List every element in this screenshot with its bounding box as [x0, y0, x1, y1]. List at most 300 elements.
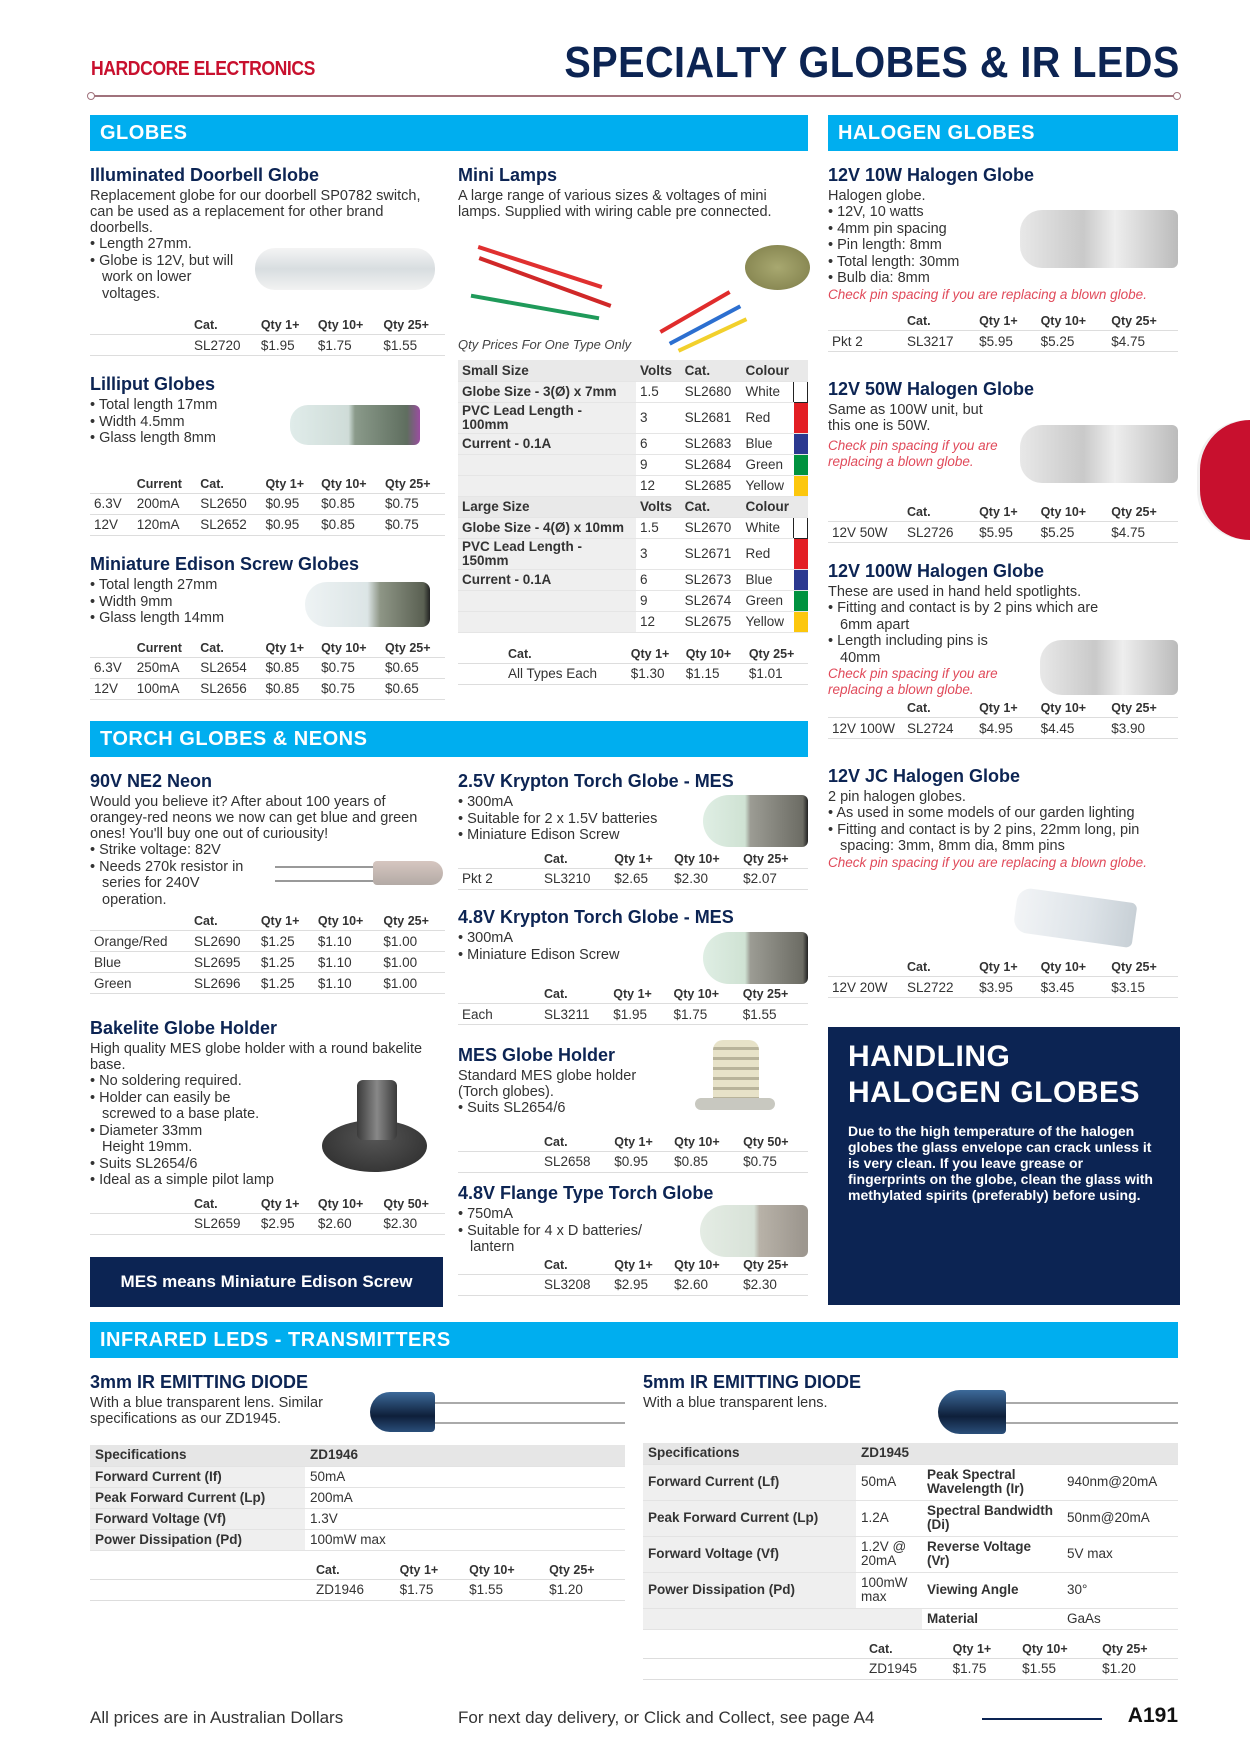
table-header-cell: Qty 10+	[674, 1257, 720, 1272]
feature-item: • Suits SL2654/6	[458, 1100, 808, 1117]
table-cell: $3.95	[975, 977, 1037, 998]
table-cell: Green	[90, 973, 190, 994]
table-header-cell: Qty 1+	[265, 476, 304, 491]
table-header-cell: Qty 10+	[1040, 960, 1087, 974]
table-row	[458, 590, 808, 611]
table-header-cell: Cat.	[544, 987, 568, 1001]
table-header-cell: Qty 10+	[674, 851, 720, 866]
table-row	[458, 381, 808, 402]
table-header-cell: Qty 10+	[685, 646, 732, 661]
table-cell: 200mA	[133, 493, 197, 514]
product-title: 12V JC Halogen Globe	[828, 766, 1021, 786]
lilliput-globe-image	[290, 405, 420, 445]
table-cell: $1.00	[379, 973, 445, 994]
table-cell: $1.75	[396, 1579, 466, 1600]
table-cell: Green	[742, 454, 794, 475]
table-header-cell	[458, 850, 540, 869]
table-row	[828, 312, 1178, 331]
section-header-globes: GLOBES	[90, 115, 808, 151]
table-cell: SL2681	[681, 402, 742, 433]
mes-holder-image	[695, 1040, 775, 1118]
table-cell: 12V	[90, 678, 133, 699]
table-cell: $1.55	[739, 1004, 808, 1025]
table-header-cell: Qty 1+	[979, 701, 1018, 715]
table-header-cell: Qty 25+	[1111, 701, 1157, 715]
table-header-cell: Qty 25+	[549, 1562, 595, 1577]
table-cell: SL3211	[540, 1004, 609, 1025]
table-cell: SL2683	[681, 433, 742, 454]
table-cell: 12	[636, 475, 681, 496]
table-header-cell: Qty 1+	[630, 646, 670, 661]
table-header-cell	[828, 699, 903, 718]
table-cell: 3	[636, 538, 681, 569]
table-row	[828, 958, 1178, 977]
table-row	[90, 952, 445, 973]
table-cell: Small Size	[458, 360, 636, 381]
table-row	[828, 522, 1178, 543]
table-cell: Volts	[636, 496, 681, 517]
product-desc: 2 pin halogen globes.	[828, 789, 966, 805]
table-cell: Red	[742, 538, 794, 569]
table-cell: $0.95	[610, 1151, 670, 1172]
table-header-cell: Qty 25+	[743, 1257, 789, 1272]
table-cell: Spectral Bandwidth (Di)	[922, 1500, 1062, 1536]
table-cell: 3	[636, 402, 681, 433]
table-cell: $3.90	[1107, 718, 1178, 739]
table-row	[90, 1213, 445, 1234]
table-cell: $0.85	[261, 657, 317, 678]
table-row	[90, 639, 445, 658]
table-cell: $0.65	[381, 678, 445, 699]
table-cell: Current - 0.1A	[458, 433, 636, 454]
table-cell	[643, 1608, 856, 1629]
table-cell: 5V max	[1062, 1536, 1178, 1572]
table-row	[90, 493, 445, 514]
price-table	[90, 316, 445, 356]
product-desc: With a blue transparent lens. Similar specifications as our ZD1945.	[90, 1395, 323, 1427]
price-table	[90, 475, 445, 536]
table-cell: $3.15	[1107, 977, 1178, 998]
table-cell: $0.85	[317, 514, 381, 535]
table-cell: $1.75	[670, 1004, 739, 1025]
product-lilliput-globes	[90, 374, 445, 536]
table-cell: Peak Forward Current (Lp)	[90, 1487, 305, 1508]
flange-globe-image	[700, 1205, 808, 1257]
product-desc: Replacement globe for our doorbell SP0782 switch, can be used as a replacement for other brand doorbells.	[90, 188, 421, 236]
halogen-10w-image	[1020, 210, 1178, 268]
product-desc: Halogen globe.	[828, 188, 926, 204]
table-cell	[90, 1579, 312, 1600]
table-cell: White	[742, 517, 794, 538]
table-cell: $1.01	[745, 663, 808, 684]
table-header-cell: Qty 1+	[613, 987, 652, 1001]
table-cell: $2.95	[257, 1213, 314, 1234]
table-cell: $3.45	[1037, 977, 1108, 998]
table-cell	[856, 1608, 922, 1629]
table-cell: $1.00	[379, 952, 445, 973]
table-row	[90, 1466, 625, 1487]
halogen-50w-image	[1020, 425, 1178, 483]
product-desc: Would you believe it? After about 100 years of orangey-red neons we now can get blue and green ones! You'll buy one out of curiousity!	[90, 794, 418, 842]
feature-item: • As used in some models of our garden lighting	[828, 805, 1178, 822]
table-header-cell	[828, 312, 903, 331]
table-cell	[458, 1274, 540, 1295]
bakelite-holder-image	[322, 1080, 427, 1175]
table-cell: Large Size	[458, 496, 636, 517]
table	[458, 360, 808, 633]
table-row	[458, 868, 808, 889]
product-mini-lamps	[458, 165, 808, 220]
table-cell: $0.75	[317, 657, 381, 678]
price-table	[90, 1561, 625, 1601]
table-header-cell: Qty 10+	[674, 1134, 720, 1149]
color-swatch-white	[794, 381, 808, 402]
table-cell: Cat.	[681, 360, 742, 381]
feature-item: • Suitable for 2 x 1.5V batteries	[458, 811, 808, 828]
section-header-halogen: HALOGEN GLOBES	[828, 115, 1178, 151]
table-cell: $1.20	[1098, 1658, 1178, 1679]
table-header-cell: Qty 10+	[1040, 314, 1087, 328]
price-table	[643, 1640, 1178, 1680]
table-cell: 12V 20W	[828, 977, 903, 998]
footer-currency-note: All prices are in Australian Dollars	[90, 1708, 344, 1727]
mini-lamps-image	[465, 245, 805, 340]
product-desc: Same as 100W unit, but this one is 50W.	[828, 402, 983, 434]
table-cell: Specifications	[643, 1443, 856, 1464]
callout-body: Due to the high temperature of the halogen globes the glass envelope can crack unless it is very clean. If you leave grease or fingerprints on the globe, clean the glass with methylated spirits (preferably) before using.	[848, 1123, 1153, 1203]
product-title: 12V 50W Halogen Globe	[828, 379, 1035, 399]
mes-globe-image	[305, 582, 430, 627]
table-row	[458, 850, 808, 869]
table-cell: SL2685	[681, 475, 742, 496]
table-header-cell	[90, 1195, 190, 1214]
table-cell: 12V	[90, 514, 133, 535]
table-header-cell: Current	[136, 640, 182, 655]
table-row	[828, 699, 1178, 718]
table-header-cell: Qty 1+	[260, 914, 300, 928]
table-header-cell: Cat.	[194, 914, 218, 928]
table-cell: Colour	[742, 360, 808, 381]
feature-item: • Miniature Edison Screw	[458, 947, 808, 964]
table-cell: Peak Spectral Wavelength (Ir)	[922, 1464, 1062, 1500]
feature-item: • 750mA	[458, 1206, 673, 1223]
table-row	[90, 1508, 625, 1529]
table-cell: Current - 0.1A	[458, 569, 636, 590]
table-row	[643, 1608, 1178, 1629]
feature-item: • 300mA	[458, 794, 808, 811]
table-header-cell: Cat.	[869, 1641, 893, 1656]
table-cell: PVC Lead Length - 100mm	[458, 402, 636, 433]
table-cell: $0.85	[670, 1151, 739, 1172]
table-cell: Specifications	[90, 1445, 305, 1466]
table-cell: $4.75	[1107, 331, 1178, 352]
price-table	[828, 699, 1178, 739]
product-desc: A large range of various sizes & voltages of mini lamps. Supplied with wiring cable pre connected.	[458, 188, 772, 220]
feature-item: • No soldering required.	[90, 1073, 290, 1090]
table-cell: $5.25	[1037, 522, 1108, 543]
table-cell: 1.2A	[856, 1500, 922, 1536]
table-cell: Pkt 2	[458, 868, 540, 889]
feature-item: • Diameter 33mm Height 19mm.	[90, 1123, 220, 1156]
product-title: MES Globe Holder	[458, 1045, 616, 1065]
neon-image	[275, 858, 455, 888]
color-swatch-red	[794, 538, 808, 569]
table-cell: Yellow	[742, 611, 794, 632]
table-row	[458, 475, 808, 496]
table-cell: Blue	[742, 569, 794, 590]
table-row	[90, 475, 445, 494]
table-cell: White	[742, 381, 794, 402]
table-header-cell	[828, 958, 903, 977]
table-cell: $1.00	[379, 931, 445, 952]
callout-title-line2: HALOGEN GLOBES	[848, 1076, 1141, 1109]
table-cell: $2.95	[610, 1274, 670, 1295]
warning-note: Check pin spacing if you are replacing a blown globe.	[828, 438, 998, 469]
warning-note: Check pin spacing if you are replacing a blown globe.	[828, 286, 1147, 302]
table-header-cell: Qty 25+	[742, 987, 789, 1001]
table-cell: 12V 50W	[828, 522, 903, 543]
feature-item: • Fitting and contact is by 2 pins which are 6mm apart	[828, 600, 1108, 633]
table-header-cell: Qty 1+	[614, 851, 653, 866]
table-header-cell: Cat.	[316, 1562, 340, 1577]
table-cell: SL2724	[903, 718, 975, 739]
footer-divider	[982, 1718, 1102, 1720]
table-cell: $1.30	[627, 663, 682, 684]
table-row	[643, 1572, 1178, 1608]
table-header-cell	[643, 1640, 865, 1659]
table-row	[90, 1579, 625, 1600]
table-cell: SL2671	[681, 538, 742, 569]
table-row	[458, 569, 808, 590]
feature-item: • Length 27mm.	[90, 236, 240, 253]
table-header-cell: Current	[136, 476, 182, 491]
table-header-cell: Qty 1+	[614, 1257, 653, 1272]
table-cell: Green	[742, 590, 794, 611]
table-row	[643, 1464, 1178, 1500]
ir-5mm-led-image	[938, 1388, 1178, 1436]
table-header-cell	[90, 475, 133, 494]
table-row	[90, 335, 445, 356]
table-cell: $2.30	[379, 1213, 445, 1234]
table-row	[643, 1500, 1178, 1536]
color-swatch-red	[794, 402, 808, 433]
feature-item: • Glass length 8mm	[90, 430, 445, 447]
table-cell: Globe Size - 3(Ø) x 7mm	[458, 381, 636, 402]
table-header-cell: Qty 25+	[1111, 960, 1157, 974]
table-header-cell: Qty 1+	[260, 318, 300, 332]
table-row	[90, 514, 445, 535]
table-header-cell: Qty 25+	[383, 318, 429, 332]
table-cell: 100mW max	[856, 1572, 922, 1608]
table-cell: $1.25	[257, 952, 314, 973]
page-title: SPECIALTY GLOBES & IR LEDS	[564, 38, 1180, 87]
table-cell: SL3208	[540, 1274, 610, 1295]
table-cell: $2.60	[670, 1274, 739, 1295]
table-cell: Forward Voltage (Vf)	[643, 1536, 856, 1572]
table-cell: SL2675	[681, 611, 742, 632]
table-header-cell: Qty 10+	[469, 1562, 515, 1577]
table-header-cell: Qty 10+	[1022, 1641, 1068, 1656]
table-cell: 120mA	[133, 514, 197, 535]
table-header-cell: Cat.	[907, 314, 931, 328]
table-cell: $2.30	[739, 1274, 808, 1295]
table-cell: 50nm@20mA	[1062, 1500, 1178, 1536]
table-header-cell: Cat.	[907, 960, 931, 974]
table-cell: $4.45	[1037, 718, 1108, 739]
product-title: 12V 100W Halogen Globe	[828, 561, 1045, 581]
doorbell-globe-image	[255, 248, 435, 290]
table-cell: ZD1946	[312, 1579, 396, 1600]
table-cell: $1.25	[257, 973, 314, 994]
feature-item: • 4mm pin spacing	[828, 221, 1178, 238]
product-title: Mini Lamps	[458, 165, 558, 185]
price-table	[458, 985, 808, 1025]
table-row	[458, 1004, 808, 1025]
feature-item: • Width 4.5mm	[90, 414, 445, 431]
product-desc: High quality MES globe holder with a round bakelite base.	[90, 1041, 423, 1073]
product-title: 5mm IR EMITTING DIODE	[643, 1372, 862, 1392]
table-cell: SL3210	[540, 868, 610, 889]
table-cell: Material	[922, 1608, 1062, 1629]
table-header-cell: Qty 10+	[321, 640, 367, 655]
mini-lamps-note: Qty Prices For One Type Only	[458, 337, 632, 352]
color-swatch-green	[794, 590, 808, 611]
feature-item: • Strike voltage: 82V	[90, 842, 250, 859]
color-swatch-blue	[794, 569, 808, 590]
table-cell: 50mA	[305, 1466, 625, 1487]
mini-lamps-spec-table	[458, 360, 808, 685]
table-header-cell	[458, 1256, 540, 1275]
table-cell: SL2656	[196, 678, 261, 699]
table-cell: Blue	[742, 433, 794, 454]
table-row	[643, 1658, 1178, 1679]
table-cell: $1.10	[314, 973, 380, 994]
table-row	[90, 973, 445, 994]
feature-item: • Total length 27mm	[90, 577, 445, 594]
product-desc: These are used in hand held spotlights.	[828, 584, 1082, 600]
table-cell: 250mA	[133, 657, 197, 678]
table-cell: Viewing Angle	[922, 1572, 1062, 1608]
table-header-cell: Qty 25+	[383, 914, 429, 928]
table-cell: $4.75	[1107, 522, 1178, 543]
price-table	[828, 958, 1178, 998]
table-header-cell: Qty 25+	[1111, 505, 1157, 519]
feature-item: • Holder can easily be screwed to a base plate.	[90, 1090, 270, 1123]
table-cell: $1.95	[609, 1004, 669, 1025]
table-cell	[458, 590, 636, 611]
table-cell: $0.75	[381, 514, 445, 535]
table-header	[458, 496, 808, 517]
table-header-cell: Qty 1+	[952, 1641, 992, 1656]
feature-item: • 12V, 10 watts	[828, 204, 1178, 221]
table-cell	[458, 611, 636, 632]
table-cell: 6.3V	[90, 493, 133, 514]
table-cell: $4.95	[975, 718, 1037, 739]
page-number: A191	[1127, 1704, 1178, 1727]
table-header-cell: Cat.	[907, 505, 931, 519]
product-halogen-jc	[828, 766, 1178, 998]
color-swatch-blue	[794, 433, 808, 454]
product-title: Illuminated Doorbell Globe	[90, 165, 320, 185]
feature-item: • Total length 17mm	[90, 397, 445, 414]
table-header	[458, 360, 808, 381]
table-row	[458, 433, 808, 454]
table-row	[458, 985, 808, 1004]
feature-item: • Globe is 12V, but will work on lower voltages.	[90, 253, 240, 303]
table-header-cell: Qty 1+	[260, 1196, 300, 1211]
table-header-cell: Qty 10+	[673, 987, 720, 1001]
table-cell: ZD1945	[865, 1658, 949, 1679]
table-cell: 12	[636, 611, 681, 632]
table-cell: $5.25	[1037, 331, 1108, 352]
table-header-cell: Qty 10+	[317, 1196, 364, 1211]
table-header-cell: Qty 1+	[265, 640, 304, 655]
halogen-100w-image	[1040, 640, 1178, 695]
table-cell: SL3217	[903, 331, 975, 352]
feature-list	[458, 1206, 673, 1256]
krypton-48v-image	[703, 932, 808, 984]
table-cell: $2.65	[610, 868, 670, 889]
table-cell: All Types Each	[458, 663, 627, 684]
table-header-cell: Cat.	[544, 851, 568, 866]
table-cell: Reverse Voltage (Vr)	[922, 1536, 1062, 1572]
table-cell: 1.3V	[305, 1508, 625, 1529]
product-title: 2.5V Krypton Torch Globe - MES	[458, 771, 734, 791]
table-cell: GaAs	[1062, 1608, 1178, 1629]
table-row	[90, 678, 445, 699]
table-row	[90, 316, 445, 335]
ir-3mm-led-image	[370, 1390, 625, 1435]
table-cell: SL2680	[681, 381, 742, 402]
table-header-cell: Qty 1+	[979, 960, 1018, 974]
table-cell: $0.95	[261, 514, 317, 535]
table-header-cell: Cat.	[907, 701, 931, 715]
color-swatch-green	[794, 454, 808, 475]
product-title: 4.8V Flange Type Torch Globe	[458, 1183, 714, 1203]
table-header-cell	[458, 985, 540, 1004]
table-cell: $1.10	[314, 931, 380, 952]
table-cell: $2.07	[739, 868, 808, 889]
table-row	[458, 538, 808, 569]
table-header	[90, 1445, 625, 1466]
table-cell: Forward Voltage (Vf)	[90, 1508, 305, 1529]
table-row	[458, 1274, 808, 1295]
table-header-cell: Qty 50+	[383, 1196, 429, 1211]
table-row	[643, 1536, 1178, 1572]
product-desc: With a blue transparent lens.	[643, 1395, 828, 1411]
table-row	[90, 657, 445, 678]
table-cell: Globe Size - 4(Ø) x 10mm	[458, 517, 636, 538]
table-row	[90, 1487, 625, 1508]
table-cell: $1.20	[545, 1579, 625, 1600]
product-desc: Standard MES globe holder (Torch globes).	[458, 1068, 637, 1100]
table-header-cell: Qty 25+	[1111, 314, 1157, 328]
table-cell: 30°	[1062, 1572, 1178, 1608]
price-table	[458, 1133, 808, 1173]
price-table	[90, 639, 445, 700]
price-table	[828, 503, 1178, 543]
table-cell: $5.95	[975, 522, 1037, 543]
section-header-torch: TORCH GLOBES & NEONS	[90, 721, 808, 757]
feature-item: • Suits SL2654/6	[90, 1156, 290, 1173]
warning-note: Check pin spacing if you are replacing a blown globe.	[828, 854, 1147, 870]
table-header-cell	[90, 316, 190, 335]
footer-delivery-link[interactable]: For next day delivery, or Click and Collect, see page A4	[458, 1708, 875, 1727]
table-header-cell: Cat.	[194, 318, 218, 332]
table-cell: $1.25	[257, 931, 314, 952]
mes-definition-banner: MES means Miniature Edison Screw	[90, 1257, 443, 1307]
table-cell: 12V 100W	[828, 718, 903, 739]
